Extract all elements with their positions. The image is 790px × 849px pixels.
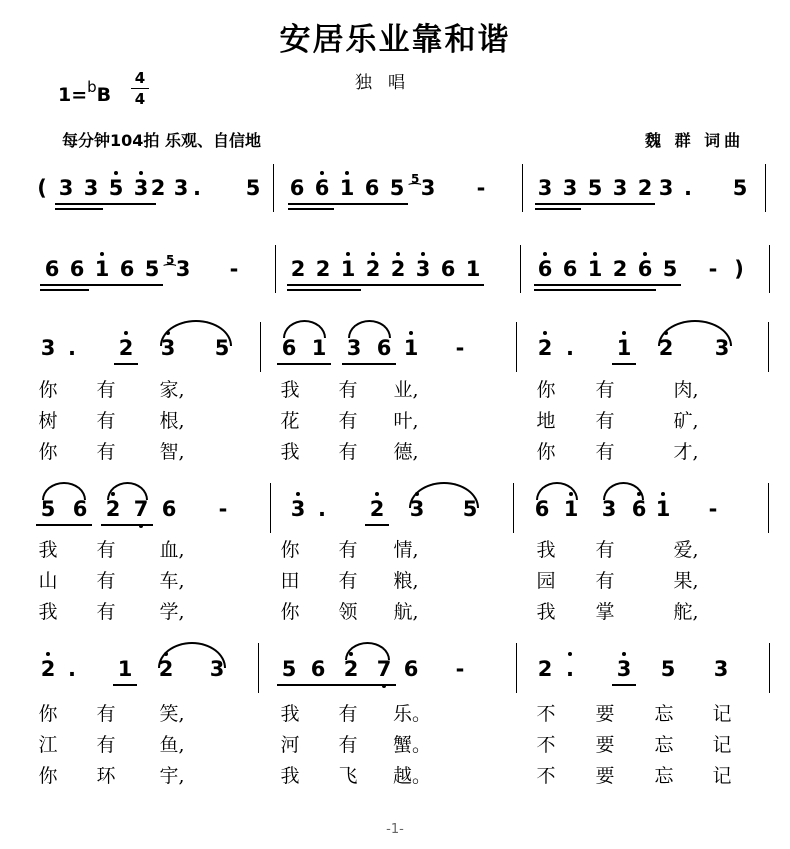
note-0-7: . <box>193 176 201 200</box>
note-0-15: - <box>476 176 486 200</box>
note-4-9: 6 <box>403 657 419 681</box>
note-2-8: 6 <box>376 336 392 360</box>
lyric-3-2-6: 我 <box>536 601 556 623</box>
note-0-16: 3 <box>537 176 553 200</box>
lyric-2-1-0: 树 <box>38 410 58 432</box>
note-0-22: . <box>684 176 692 200</box>
key-note: B <box>96 84 112 106</box>
eighth-beam-0-1 <box>288 203 408 205</box>
eighth-beam-3-0 <box>36 524 92 526</box>
note-2-10: - <box>455 336 465 360</box>
eighth-beam-4-1 <box>277 684 396 686</box>
lyric-3-2-8: 舵, <box>673 601 699 623</box>
note-4-2: 1 <box>117 657 133 681</box>
note-2-2: 2 <box>115 336 137 360</box>
lyric-3-1-4: 有 <box>338 570 358 592</box>
lyric-4-0-8: 忘 <box>654 703 674 725</box>
lyric-4-0-2: 笑, <box>159 703 185 725</box>
lyric-4-1-1: 有 <box>96 734 116 756</box>
note-4-15: 3 <box>713 657 729 681</box>
note-1-7: 2 <box>290 257 306 281</box>
note-1-3: 6 <box>119 257 135 281</box>
lyric-2-0-4: 有 <box>338 379 358 401</box>
octave-up-dot <box>139 171 143 175</box>
lyric-2-2-5: 德, <box>393 441 419 463</box>
note-4-14: 5 <box>660 657 676 681</box>
performance-type: 独唱 <box>355 73 421 93</box>
note-4-7: 2 <box>340 657 362 681</box>
note-4-4: 3 <box>209 657 225 681</box>
note-2-14: 2 <box>655 336 677 360</box>
lyric-4-2-4: 飞 <box>338 765 358 787</box>
barline-1-0 <box>275 245 276 293</box>
note-0-19: 3 <box>612 176 628 200</box>
note-4-3: 2 <box>155 657 177 681</box>
page-number: -1- <box>386 822 404 837</box>
note-3-2: 2 <box>102 497 124 521</box>
note-2-11: 2 <box>534 336 556 360</box>
eighth-beam-2-3 <box>612 363 636 365</box>
eighth-beam-0-2 <box>535 203 655 205</box>
note-4-0: 2 <box>37 657 59 681</box>
note-0-14: 3 <box>420 176 436 200</box>
note-1-2: 1 <box>91 257 113 281</box>
grace-arc-1: ⁀ <box>164 265 176 281</box>
note-2-13: 1 <box>613 336 635 360</box>
tempo-marking: 每分钟104拍 乐观、自信地 <box>62 131 261 150</box>
note-3-7: . <box>318 497 326 521</box>
octave-up-dot <box>124 331 128 335</box>
octave-up-dot <box>346 252 350 256</box>
note-1-21: - <box>708 257 718 281</box>
note-0-2: 3 <box>83 176 99 200</box>
note-3-1: 6 <box>72 497 88 521</box>
lyric-3-1-0: 山 <box>38 570 58 592</box>
note-3-10: 5 <box>462 497 478 521</box>
note-0-0: ( <box>37 176 47 200</box>
note-0-6: 3 <box>173 176 189 200</box>
barline-4-0 <box>258 643 259 693</box>
note-2-6: 1 <box>311 336 327 360</box>
note-3-0: 5 <box>40 497 56 521</box>
slur-4-0 <box>158 642 226 668</box>
note-3-8: 2 <box>366 497 388 521</box>
note-0-23: 5 <box>732 176 748 200</box>
note-1-12: 3 <box>412 257 434 281</box>
note-2-9: 1 <box>400 336 422 360</box>
note-0-1: 3 <box>58 176 74 200</box>
note-3-16: - <box>708 497 718 521</box>
note-1-19: 6 <box>634 257 656 281</box>
lyric-3-1-7: 有 <box>595 570 615 592</box>
lyric-4-0-5: 乐。 <box>393 703 432 725</box>
lyric-3-0-2: 血, <box>159 539 185 561</box>
sixteenth-beam-0-2 <box>535 208 581 210</box>
sixteenth-beam-0-0 <box>55 208 103 210</box>
note-1-5: 3 <box>175 257 191 281</box>
octave-up-dot <box>643 252 647 256</box>
lyric-4-1-4: 有 <box>338 734 358 756</box>
lyric-4-2-9: 记 <box>712 765 732 787</box>
lyric-4-2-5: 越。 <box>393 765 432 787</box>
note-1-0: 6 <box>44 257 60 281</box>
sixteenth-beam-0-1 <box>288 208 334 210</box>
octave-up-dot <box>46 652 50 656</box>
slur-2-0 <box>160 320 232 346</box>
slur-3-0 <box>42 482 86 500</box>
lyric-2-0-7: 有 <box>595 379 615 401</box>
note-2-15: 3 <box>714 336 730 360</box>
lyric-4-1-7: 要 <box>595 734 615 756</box>
note-4-12: . <box>562 657 578 681</box>
lyric-3-2-3: 你 <box>280 601 300 623</box>
lyric-2-2-7: 有 <box>595 441 615 463</box>
lyric-2-1-8: 矿, <box>673 410 699 432</box>
barline-4-2 <box>769 643 770 693</box>
note-3-14: 6 <box>628 497 650 521</box>
note-4-8: 7 <box>373 657 395 681</box>
eighth-beam-0-0 <box>55 203 156 205</box>
lyric-3-1-8: 果, <box>673 570 699 592</box>
note-1-4: 5 <box>144 257 160 281</box>
lyric-3-1-5: 粮, <box>393 570 419 592</box>
note-1-11: 2 <box>387 257 409 281</box>
lyric-4-0-1: 有 <box>96 703 116 725</box>
slur-2-1 <box>283 320 326 338</box>
note-3-5: - <box>218 497 228 521</box>
lyric-3-2-5: 航, <box>393 601 419 623</box>
note-1-13: 6 <box>440 257 456 281</box>
barline-0-1 <box>522 164 523 212</box>
lyric-2-0-0: 你 <box>38 379 58 401</box>
note-1-8: 2 <box>315 257 331 281</box>
barline-0-2 <box>765 164 766 212</box>
octave-up-dot <box>345 171 349 175</box>
time-signature <box>131 69 149 108</box>
lyric-4-1-6: 不 <box>536 734 556 756</box>
note-0-8: 5 <box>245 176 261 200</box>
lyric-3-1-1: 有 <box>96 570 116 592</box>
lyric-3-2-1: 有 <box>96 601 116 623</box>
note-4-10: - <box>455 657 465 681</box>
note-0-3: 5 <box>105 176 127 200</box>
lyric-4-2-6: 不 <box>536 765 556 787</box>
note-1-17: 1 <box>584 257 606 281</box>
lyric-4-0-7: 要 <box>595 703 615 725</box>
note-1-10: 2 <box>362 257 384 281</box>
lyric-3-2-4: 领 <box>338 601 358 623</box>
lyric-3-1-6: 园 <box>536 570 556 592</box>
lyric-4-0-4: 有 <box>338 703 358 725</box>
slur-3-3 <box>536 482 578 500</box>
slur-2-2 <box>348 320 391 338</box>
note-0-5: 2 <box>150 176 166 200</box>
lyric-2-0-8: 肉, <box>673 379 699 401</box>
note-0-4: 3 <box>130 176 152 200</box>
note-2-5: 6 <box>281 336 297 360</box>
lyric-4-0-3: 我 <box>280 703 300 725</box>
eighth-beam-4-2 <box>612 684 636 686</box>
lyric-3-0-1: 有 <box>96 539 116 561</box>
lyric-2-1-4: 有 <box>338 410 358 432</box>
lyric-3-0-0: 我 <box>38 539 58 561</box>
eighth-beam-1-0 <box>40 284 163 286</box>
meter-line <box>131 88 149 89</box>
note-0-20: 2 <box>637 176 653 200</box>
sixteenth-beam-1-2 <box>534 289 656 291</box>
note-1-1: 6 <box>69 257 85 281</box>
lyric-2-2-4: 有 <box>338 441 358 463</box>
lyric-3-0-5: 情, <box>393 539 419 561</box>
lyric-4-1-5: 蟹。 <box>393 734 432 756</box>
note-1-9: 1 <box>337 257 359 281</box>
note-4-6: 6 <box>310 657 326 681</box>
note-3-4: 6 <box>161 497 177 521</box>
lyric-4-2-3: 我 <box>280 765 300 787</box>
note-2-7: 3 <box>346 336 362 360</box>
note-1-18: 2 <box>612 257 628 281</box>
octave-up-dot <box>375 492 379 496</box>
meter-top: 4 <box>134 69 146 87</box>
note-3-9: 3 <box>406 497 428 521</box>
barline-3-2 <box>768 483 769 533</box>
note-3-12: 1 <box>560 497 582 521</box>
lyric-3-1-2: 车, <box>159 570 185 592</box>
lyric-3-0-4: 有 <box>338 539 358 561</box>
note-2-0: 3 <box>40 336 56 360</box>
note-1-15: 6 <box>534 257 556 281</box>
eighth-beam-1-2 <box>534 284 681 286</box>
octave-up-dot <box>296 492 300 496</box>
note-2-4: 5 <box>214 336 230 360</box>
lyric-3-2-2: 学, <box>159 601 185 623</box>
note-1-20: 5 <box>662 257 678 281</box>
lyric-4-2-7: 要 <box>595 765 615 787</box>
lyric-3-2-0: 我 <box>38 601 58 623</box>
lyric-2-1-7: 有 <box>595 410 615 432</box>
lyric-4-2-0: 你 <box>38 765 58 787</box>
lyric-4-1-2: 鱼, <box>159 734 185 756</box>
eighth-beam-3-1 <box>101 524 153 526</box>
lyric-4-1-0: 江 <box>38 734 58 756</box>
barline-1-2 <box>769 245 770 293</box>
octave-up-dot <box>593 252 597 256</box>
lyric-2-0-2: 家, <box>159 379 185 401</box>
grace-arc-0: ⁀ <box>409 184 421 200</box>
flat-sign: b <box>87 78 97 96</box>
eighth-beam-3-2 <box>365 524 389 526</box>
lyric-2-2-8: 才, <box>673 441 699 463</box>
lyric-3-1-3: 田 <box>280 570 300 592</box>
octave-up-dot <box>543 252 547 256</box>
octave-up-dot <box>100 252 104 256</box>
note-0-21: 3 <box>658 176 674 200</box>
lyric-4-0-6: 不 <box>536 703 556 725</box>
lyric-3-0-7: 有 <box>595 539 615 561</box>
octave-up-dot <box>622 652 626 656</box>
lyric-2-2-2: 智, <box>159 441 185 463</box>
octave-up-dot <box>568 652 572 656</box>
slur-3-1 <box>107 482 148 500</box>
sixteenth-beam-1-1 <box>287 289 361 291</box>
lyric-2-1-3: 花 <box>280 410 300 432</box>
octave-up-dot <box>371 252 375 256</box>
eighth-beam-4-0 <box>113 684 137 686</box>
composer-credit: 魏 群 词曲 <box>645 131 745 150</box>
lyric-4-0-0: 你 <box>38 703 58 725</box>
lyric-2-2-1: 有 <box>96 441 116 463</box>
lyric-4-1-9: 记 <box>712 734 732 756</box>
note-2-3: 3 <box>157 336 179 360</box>
note-0-9: 6 <box>289 176 305 200</box>
octave-up-dot <box>421 252 425 256</box>
lyric-2-1-5: 叶, <box>393 410 419 432</box>
note-4-5: 5 <box>281 657 297 681</box>
note-2-12: . <box>566 336 574 360</box>
note-3-15: 1 <box>652 497 674 521</box>
octave-up-dot <box>661 492 665 496</box>
note-1-22: ) <box>734 257 744 281</box>
barline-2-0 <box>260 322 261 372</box>
lyric-2-1-2: 根, <box>159 410 185 432</box>
lyric-2-0-5: 业, <box>393 379 419 401</box>
note-1-14: 1 <box>465 257 481 281</box>
note-4-11: 2 <box>537 657 553 681</box>
note-3-13: 3 <box>601 497 617 521</box>
lyric-3-0-8: 爱, <box>673 539 699 561</box>
lyric-2-0-3: 我 <box>280 379 300 401</box>
lyric-3-0-6: 我 <box>536 539 556 561</box>
sixteenth-beam-1-0 <box>40 289 89 291</box>
octave-up-dot <box>114 171 118 175</box>
note-4-13: 3 <box>613 657 635 681</box>
key-prefix: 1= <box>58 84 88 106</box>
octave-up-dot <box>543 331 547 335</box>
lyric-2-1-1: 有 <box>96 410 116 432</box>
note-3-3: 7 <box>130 497 152 521</box>
eighth-beam-2-2 <box>342 363 396 365</box>
grace-note-0: 5 <box>411 172 420 186</box>
song-title: 安居乐业靠和谐 <box>279 22 511 58</box>
note-0-13: 5 <box>389 176 405 200</box>
lyric-2-2-3: 我 <box>280 441 300 463</box>
lyric-2-0-1: 有 <box>96 379 116 401</box>
octave-up-dot <box>622 331 626 335</box>
lyric-4-2-1: 环 <box>96 765 116 787</box>
barline-1-1 <box>520 245 521 293</box>
lyric-2-2-0: 你 <box>38 441 58 463</box>
note-2-1: . <box>68 336 76 360</box>
slur-3-2 <box>409 482 479 508</box>
octave-up-dot <box>396 252 400 256</box>
note-4-1: . <box>68 657 76 681</box>
barline-2-2 <box>768 322 769 372</box>
barline-4-1 <box>516 643 517 693</box>
slur-4-1 <box>345 642 390 660</box>
note-3-11: 6 <box>534 497 550 521</box>
note-0-12: 6 <box>364 176 380 200</box>
grace-note-1: 5 <box>166 253 175 267</box>
note-1-16: 6 <box>562 257 578 281</box>
barline-3-0 <box>270 483 271 533</box>
lyric-2-1-6: 地 <box>536 410 556 432</box>
slur-3-4 <box>603 482 644 500</box>
barline-2-1 <box>516 322 517 372</box>
lyric-4-1-8: 忘 <box>654 734 674 756</box>
lyric-2-2-6: 你 <box>536 441 556 463</box>
key-signature <box>58 78 112 106</box>
lyric-2-0-6: 你 <box>536 379 556 401</box>
octave-up-dot <box>409 331 413 335</box>
barline-0-0 <box>273 164 274 212</box>
lyric-3-2-7: 掌 <box>595 601 615 623</box>
meter-bottom: 4 <box>134 90 146 108</box>
eighth-beam-2-0 <box>114 363 138 365</box>
note-0-17: 3 <box>562 176 578 200</box>
barline-3-1 <box>513 483 514 533</box>
lyric-4-2-8: 忘 <box>654 765 674 787</box>
slur-2-3 <box>658 320 732 346</box>
eighth-beam-2-1 <box>277 363 331 365</box>
note-1-6: - <box>229 257 239 281</box>
note-0-11: 1 <box>336 176 358 200</box>
note-0-18: 5 <box>587 176 603 200</box>
lyric-4-2-2: 宇, <box>159 765 185 787</box>
note-3-6: 3 <box>287 497 309 521</box>
lyric-4-0-9: 记 <box>712 703 732 725</box>
lyric-3-0-3: 你 <box>280 539 300 561</box>
lyric-4-1-3: 河 <box>280 734 300 756</box>
eighth-beam-1-1 <box>287 284 484 286</box>
octave-up-dot <box>320 171 324 175</box>
note-0-10: 6 <box>311 176 333 200</box>
